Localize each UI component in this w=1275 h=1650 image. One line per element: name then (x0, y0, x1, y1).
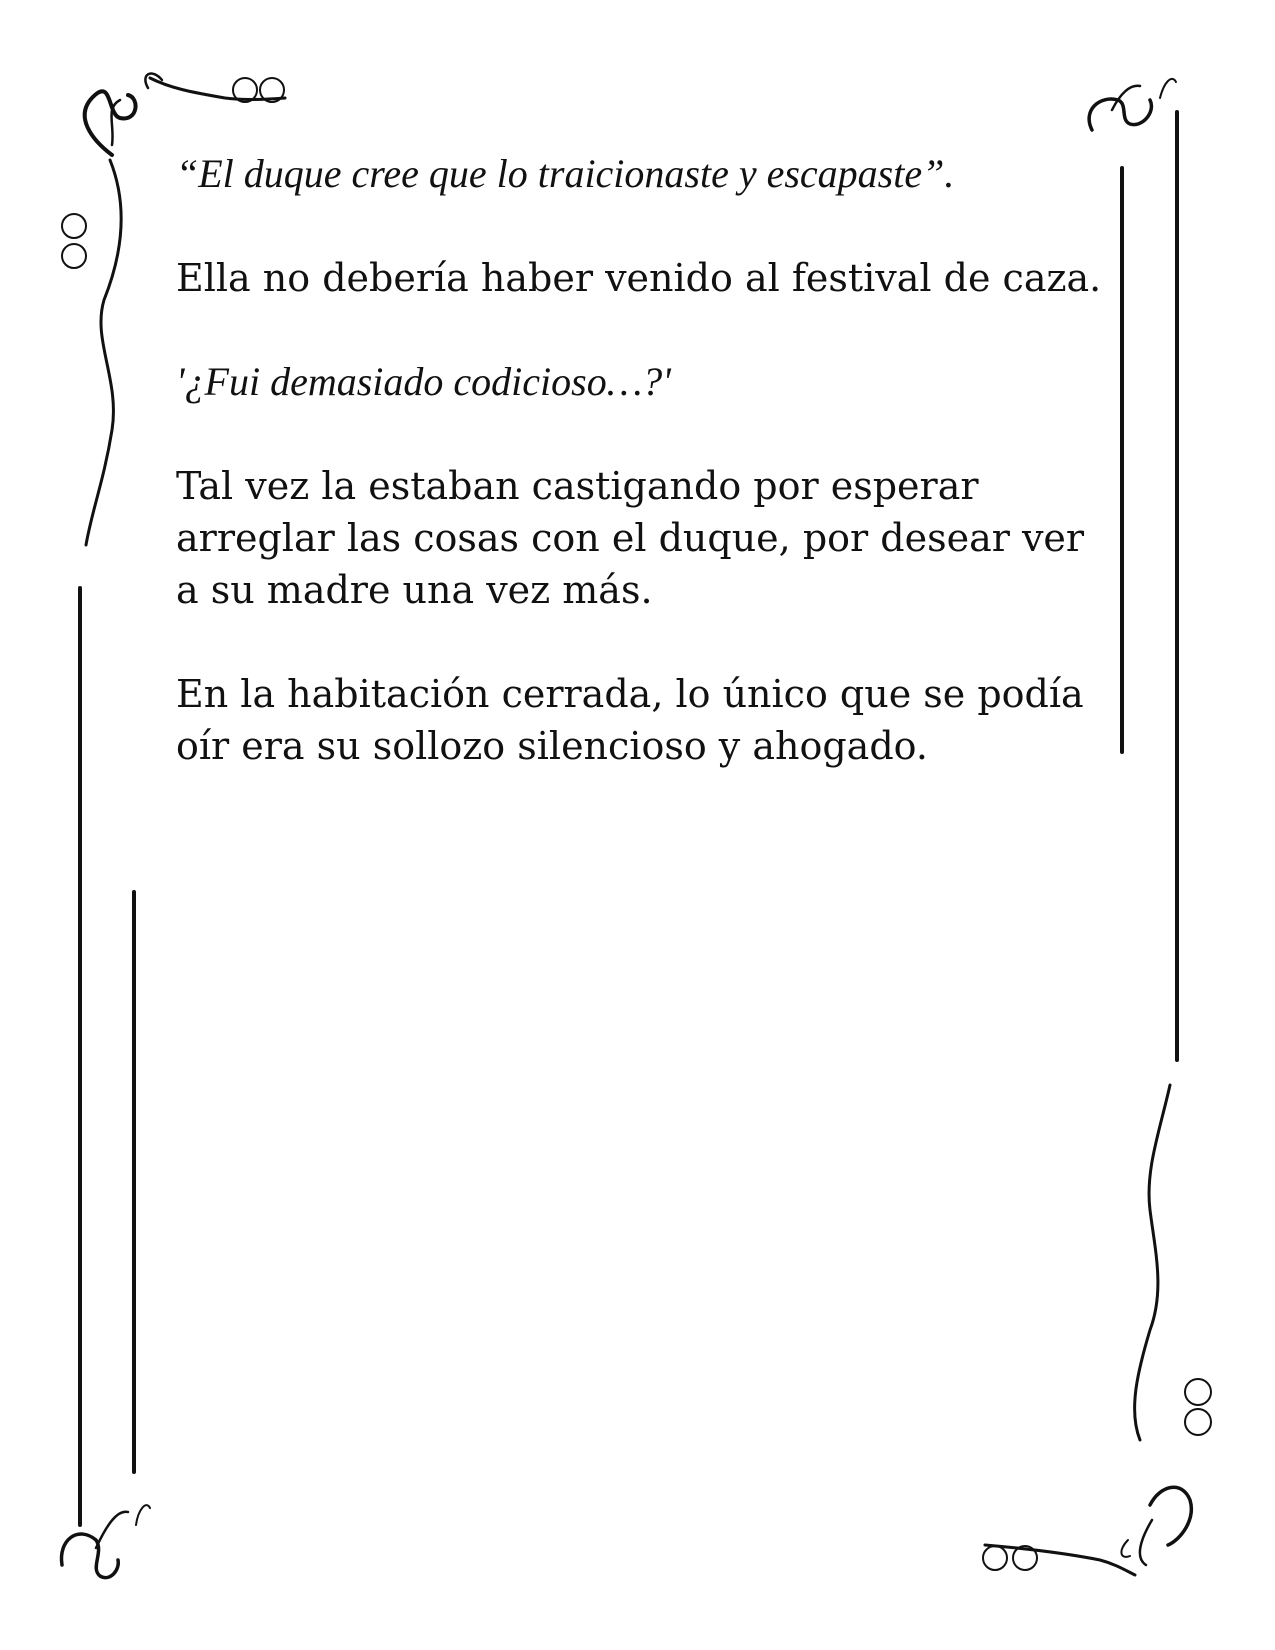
corner-flourish-top-right-icon (1089, 79, 1176, 130)
corner-flourish-bottom-right-icon (983, 1085, 1211, 1575)
paragraph-closed-room: En la habitación cerrada, lo único que se podía oír era su sollozo silencioso y ahogado. (176, 672, 1084, 768)
paragraph-hunting-festival: Ella no debería haber venido al festival de caza. (176, 256, 1102, 300)
paragraph-punishment: Tal vez la estaban castigando por esperar arreglar las cosas con el duque, por desear ver a su madre una vez más. (176, 464, 1085, 612)
paragraph-quote-duke: “El duque cree que lo traicionaste y escapaste”. (176, 151, 955, 196)
paragraph-inner-thought: '¿Fui demasiado codicioso…?' (176, 359, 671, 404)
corner-flourish-bottom-left-icon (61, 1505, 150, 1577)
story-text (176, 148, 1106, 824)
